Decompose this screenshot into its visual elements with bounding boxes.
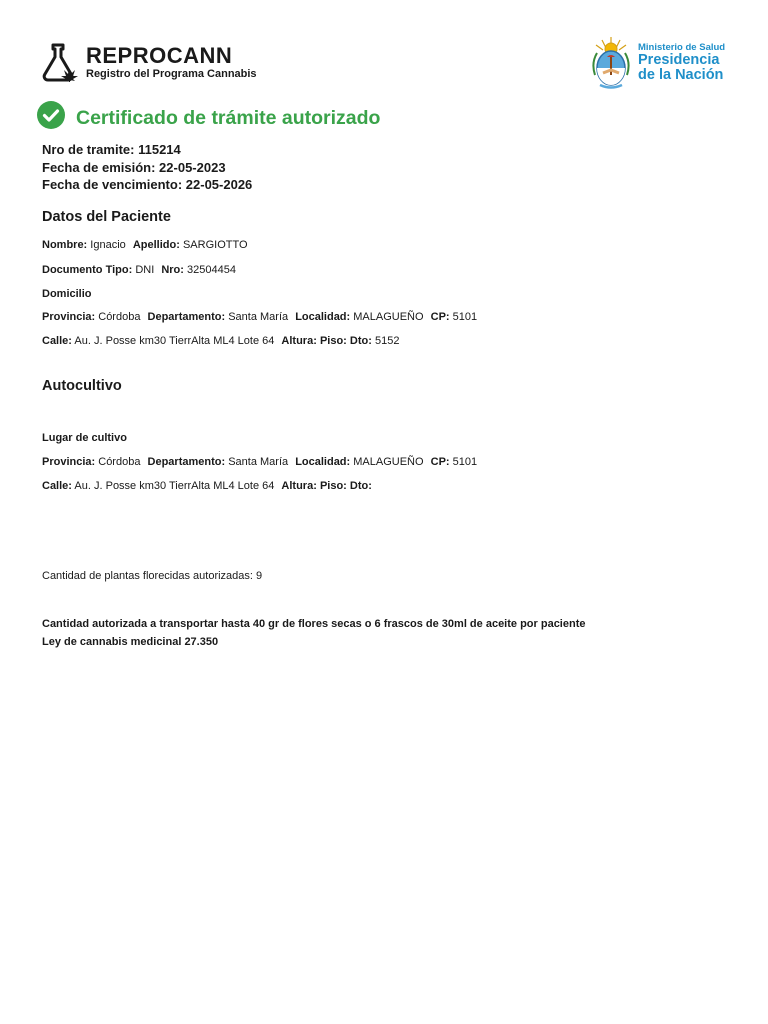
- nro-value: 32504454: [187, 264, 236, 276]
- piso-label: Piso:: [319, 335, 347, 347]
- domicilio-label: Domicilio: [42, 288, 92, 300]
- localidad-value: MALAGUEÑO: [353, 311, 424, 323]
- vencimiento-line: [42, 176, 252, 194]
- paciente-nombre-row: [42, 238, 252, 252]
- departamento-value: Santa María: [228, 311, 289, 323]
- cultivo-calle-label: Calle:: [42, 480, 72, 492]
- cultivo-localidad-value: MALAGUEÑO: [353, 456, 424, 468]
- tramite-value: 115214: [138, 142, 181, 157]
- certificate-title-row: [37, 98, 380, 132]
- altura-label: Altura:: [281, 335, 317, 347]
- documento-label: Documento: [42, 264, 103, 276]
- reprocann-flask-leaf-icon: [42, 42, 80, 82]
- provincia-value: Córdoba: [98, 311, 141, 323]
- cp-label: CP:: [430, 311, 450, 323]
- lugar-cultivo-label: Lugar de cultivo: [42, 432, 127, 444]
- paciente-documento-row: [42, 263, 240, 277]
- cultivo-provincia-row: [42, 455, 481, 469]
- transporte-autorizado: Cantidad autorizada a transportar hasta 40 gr de flores secas o 6 frascos de 30ml de aceite por paciente: [42, 618, 586, 630]
- provincia-label: Provincia:: [42, 311, 96, 323]
- calle-label: Calle:: [42, 335, 72, 347]
- ley-cannabis: Ley de cannabis medicinal 27.350: [42, 636, 219, 648]
- cultivo-cp-value: 5101: [452, 456, 478, 468]
- check-circle-icon: [37, 101, 65, 129]
- plantas-autorizadas: Cantidad de plantas florecidas autorizadas: 9: [42, 570, 263, 582]
- nro-label: Nro:: [161, 264, 184, 276]
- paciente-heading: Datos del Paciente: [42, 209, 171, 225]
- nombre-value: Ignacio: [90, 239, 126, 251]
- vencimiento-value: 22-05-2026: [185, 177, 253, 192]
- apellido-value: SARGIOTTO: [182, 239, 248, 251]
- ministry-line-1: Presidencia: [638, 51, 720, 68]
- tipo-label: Tipo:: [105, 264, 133, 276]
- autocultivo-heading: Autocultivo: [42, 378, 122, 394]
- reprocann-brand: [42, 40, 257, 84]
- cultivo-altura-label: Altura:: [281, 480, 317, 492]
- cultivo-provincia-label: Provincia:: [42, 456, 96, 468]
- brand-name: REPROCANN: [86, 42, 233, 68]
- page-title: Certificado de trámite autorizado: [76, 107, 381, 129]
- cultivo-calle-value: Au. J. Posse km30 TierrAlta ML4 Lote 64: [74, 480, 275, 492]
- tramite-line: [42, 141, 252, 159]
- tramite-label: Nro de tramite:: [42, 142, 135, 157]
- brand-subtitle: Registro del Programa Cannabis: [86, 67, 257, 80]
- cultivo-calle-row: [42, 479, 372, 493]
- certificate-meta: [42, 141, 252, 194]
- domicilio-row: [42, 287, 92, 301]
- cultivo-departamento-value: Santa María: [228, 456, 289, 468]
- cultivo-dto-label: Dto:: [349, 480, 372, 492]
- emision-label: Fecha de emisión:: [42, 159, 156, 175]
- emision-line: [42, 159, 252, 177]
- cultivo-departamento-label: Departamento:: [147, 456, 226, 468]
- tipo-value: DNI: [135, 264, 155, 276]
- cp-value: 5101: [452, 311, 478, 323]
- apellido-label: Apellido:: [132, 239, 180, 251]
- cultivo-piso-label: Piso:: [319, 480, 347, 492]
- cultivo-localidad-label: Localidad:: [295, 456, 351, 468]
- ministry-name: Ministerio de Salud: [638, 41, 726, 53]
- calle-value: Au. J. Posse km30 TierrAlta ML4 Lote 64: [74, 335, 275, 347]
- dto-value: 5152: [374, 335, 400, 347]
- departamento-label: Departamento:: [147, 311, 226, 323]
- ministry-logo: [590, 34, 725, 90]
- localidad-label: Localidad:: [295, 311, 351, 323]
- cultivo-cp-label: CP:: [430, 456, 450, 468]
- paciente-calle-row: [42, 334, 403, 348]
- emision-value: 22-05-2023: [159, 159, 226, 175]
- cultivo-provincia-value: Córdoba: [98, 456, 141, 468]
- nombre-label: Nombre:: [42, 239, 88, 251]
- dto-label: Dto:: [349, 335, 372, 347]
- paciente-provincia-row: [42, 310, 481, 324]
- vencimiento-label: Fecha de vencimiento:: [42, 177, 183, 192]
- lugar-cultivo-row: [42, 431, 127, 445]
- national-seal-icon: [590, 35, 632, 89]
- ministry-line-2: de la Nación: [638, 66, 724, 83]
